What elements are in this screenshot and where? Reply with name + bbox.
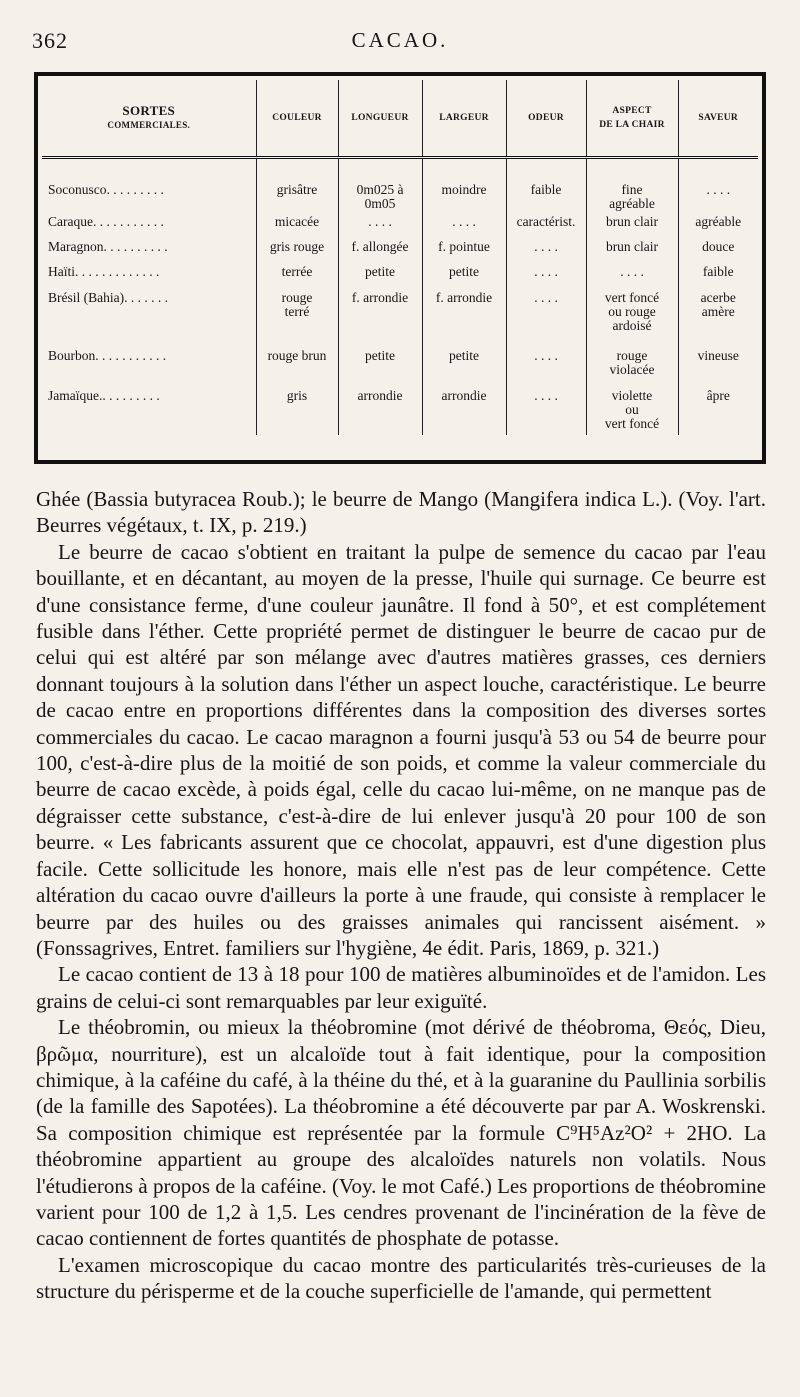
cell-sorte: Bourbon. . . . . . . . . . . [48,348,167,363]
cell-sorte: Caraque. . . . . . . . . . . [48,214,164,229]
cell-saveur: vineuse [678,345,758,385]
cell-saveur: âpre [678,385,758,435]
cell-odeur: caractérist. [506,211,586,236]
cell-longueur: 0m025 à 0m05 [338,179,422,211]
table-row [42,287,758,345]
cacao-varieties-table-frame [34,72,766,464]
cell-aspect: . . . . [586,261,678,287]
cell-couleur: rouge brun [256,345,338,385]
cell-largeur: petite [422,345,506,385]
running-title: CACAO. [351,28,449,52]
cell-saveur: faible [678,261,758,287]
cell-longueur: arrondie [338,385,422,435]
cell-couleur: gris rouge [256,236,338,261]
paragraph-matieres-albuminoides: Le cacao contient de 13 à 18 pour 100 de matières albuminoïdes et de l'amidon. Les grains de celui-ci sont remarquables par leur exiguïté. [36,962,766,1013]
cell-couleur: micacée [256,211,338,236]
cell-aspect: brun clair [586,211,678,236]
cell-largeur: moindre [422,179,506,211]
cell-odeur: . . . . [506,261,586,287]
cell-couleur: grisâtre [256,179,338,211]
paragraph-beurre-de-cacao: Le beurre de cacao s'obtient en traitant la pulpe de semence du cacao par l'eau bouillante, et en décantant, au moyen de la presse, l'huile qui surnage. Ce beurre est d'une consistance ferme, d'une couleur jaunâtre. Il fond à 50°, et est complétement fusible dans l'éther. Cette propriété permet de distinguer le beurre de cacao pur de celui qui est altéré par son mélange avec d'autres matières grasses, ces derniers donnant toujours à la solution dans l'éther un aspect louche, caractéristique. Le beurre de cacao entre en proportions différentes dans la composition des diverses sortes commerciales du cacao. Le cacao maragnon a fourni jusqu'à 53 ou 54 de beurre pour 100, c'est-à-dire plus de la moitié de son poids, et comme la valeur commerciale du beurre de cacao excède, à poids égal, celle du cacao lui-même, on ne manque pas de dégraisser cette substance, c'est-à-dire de lui enlever jusqu'à 20 pour 100 de son beurre. « Les fabricants assurent que ce chocolat, appauvri, est d'une digestion plus facile. Cette sollicitude les honore, mais elle n'est pas de leur compétence. Cette altération du cacao ouvre d'ailleurs la porte à une fraude, qui consiste à remplacer le beurre par des huiles ou des graisses animales qui rancissent aisément. » (Fonssagrives, Entret. familiers sur l'hygiène, 4e édit. Paris, 1869, p. 321.) [36,539,766,960]
cell-largeur: arrondie [422,385,506,435]
page-header [32,28,768,56]
cell-couleur: rouge terré [256,287,338,345]
cell-longueur: petite [338,345,422,385]
cell-longueur: f. arrondie [338,287,422,345]
cell-longueur: . . . . [338,211,422,236]
cell-sorte: Maragnon. . . . . . . . . . [48,239,168,254]
paragraph-theobromine: Le théobromin, ou mieux la théobromine (mot dérivé de théobroma, Θεός, Dieu, βρῶμα, nourriture), est un alcaloïde tout à fait identique, pour la composition chimique, à la caféine du café, à la théine du thé, et à la guaranine du Paullinia sorbilis (de la famille des Sapotées). La théobromine a été découverte par par A. Woskrenski. Sa composition chimique est représentée par la formule C⁹H⁵Az²O² + 2HO. La théobromine appartient au groupe des alcaloïdes naturels non volatils. Nous l'étudierons à propos de la caféine. (Voy. le mot Café.) Les proportions de théobromine varient pour 100 de 1,2 à 1,5. Les cendres provenant de l'incinération de la fève de cacao contiennent de fortes quantités de phosphate de potasse. [36,1015,766,1251]
cell-largeur: petite [422,261,506,287]
paragraph-examen-microscopique: L'examen microscopique du cacao montre des particularités très-curieuses de la structure du périsperme et de la couche superficielle de l'amande, qui permettent [36,1252,766,1304]
cell-sorte: Jamaïque.. . . . . . . . . [48,388,160,403]
column-header-longueur: LONGUEUR [338,80,422,158]
table-row [42,345,758,385]
cell-aspect: rouge violacée [586,345,678,385]
page-number: 362 [32,28,68,53]
table-row [42,236,758,261]
paragraph-ghee: Ghée (Bassia butyracea Roub.); le beurre de Mango (Mangifera indica L.). (Voy. l'art. Beurres végétaux, t. IX, p. 219.) [36,487,766,538]
cell-couleur: gris [256,385,338,435]
column-header-couleur: COULEUR [256,80,338,158]
column-header-saveur: SAVEUR [678,80,758,158]
cacao-varieties-table [42,80,758,435]
column-header-largeur: LARGEUR [422,80,506,158]
cell-odeur: faible [506,179,586,211]
column-header-odeur: ODEUR [506,80,586,158]
cell-odeur: . . . . [506,385,586,435]
cell-aspect: violette ou vert foncé [586,385,678,435]
cell-saveur: agréable [678,211,758,236]
table-row [42,261,758,287]
cell-aspect: brun clair [586,236,678,261]
cell-sorte: Brésil (Bahia). . . . . . . [48,290,168,305]
cell-sorte: Haïti. . . . . . . . . . . . . [48,264,160,279]
cell-odeur: . . . . [506,236,586,261]
cell-aspect: vert foncé ou rouge ardoisé [586,287,678,345]
cell-aspect: fine agréable [586,179,678,211]
cell-sorte: Soconusco. . . . . . . . . [48,182,164,197]
cell-largeur: . . . . [422,211,506,236]
cell-saveur: . . . . [678,179,758,211]
table-spacer-row [42,158,758,180]
cell-longueur: petite [338,261,422,287]
column-header-sortes-label: SORTES [122,103,176,118]
table-row [42,179,758,211]
cell-longueur: f. allongée [338,236,422,261]
cell-couleur: terrée [256,261,338,287]
table-row [42,385,758,435]
column-header-sortes-sub: COMMERCIALES. [107,120,191,130]
cell-saveur: acerbe amère [678,287,758,345]
table-header-row [42,80,758,158]
cell-odeur: . . . . [506,345,586,385]
column-header-sortes [42,80,256,158]
cell-saveur: douce [678,236,758,261]
cell-odeur: . . . . [506,287,586,345]
cell-largeur: f. pointue [422,236,506,261]
column-header-aspect: ASPECT DE LA CHAIR [586,80,678,158]
cell-largeur: f. arrondie [422,287,506,345]
table-row [42,211,758,236]
body-text [36,486,766,1305]
